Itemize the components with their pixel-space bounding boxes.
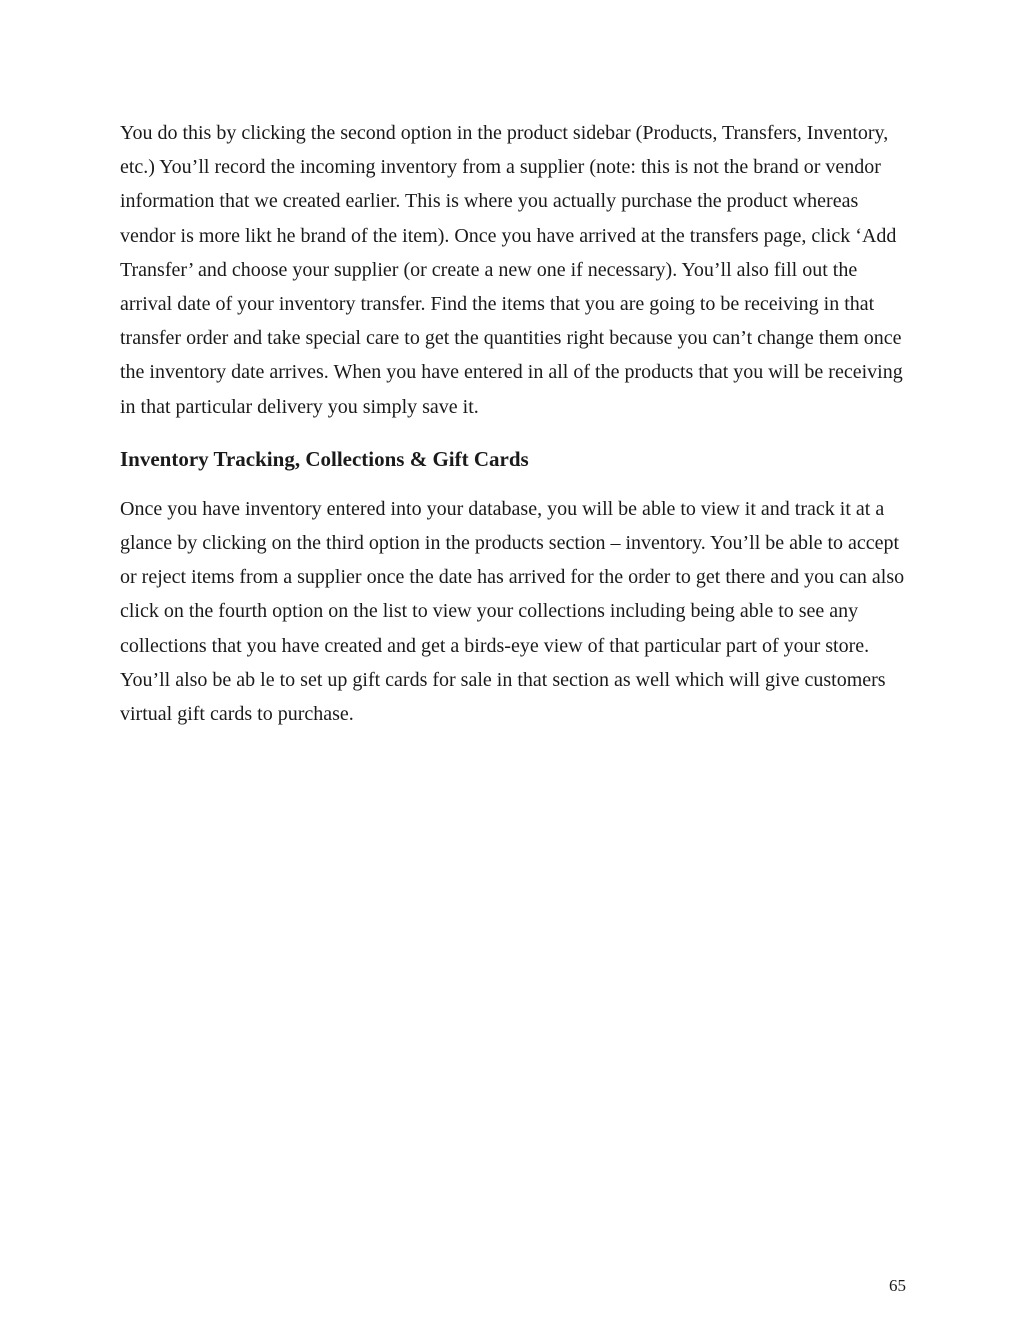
page-content [120,116,908,747]
page-number: 65 [889,1276,906,1295]
section-heading: Inventory Tracking, Collections & Gift Cards [120,446,529,471]
paragraph-inventory-tracking: Once you have inventory entered into your database, you will be able to view it and track it at a glance by clicking on the third option in the products section – inventory. You’ll be able to accept or reject items from a supplier once the date has arrived for the order to get there and you can also click on the fourth option on the list to view your collections including being able to see any collections that you have created and get a birds-eye view of that particular part of your store. You’ll also be ab le to set up gift cards for sale in that section as well which will give customers virtual gift cards to purchase. [120,497,905,726]
paragraph-transfers-instructions: You do this by clicking the second option in the product sidebar (Products, Transfers, Inventory, etc.) You’ll record the incoming inventory from a supplier (note: this is not the brand or vendor information that we created earlier. This is where you actually purchase the product whereas vendor is more likt he brand of the item). Once you have arrived at the transfers page, click ‘Add Transfer’ and choose your supplier (or create a new one if necessary). You’ll also fill out the arrival date of your inventory transfer. Find the items that you are going to be receiving in that transfer order and take special care to get the quantities right because you can’t change them once the inventory date arrives. When you have entered in all of the products that you will be receiving in that particular delivery you simply save it. [120,122,903,418]
